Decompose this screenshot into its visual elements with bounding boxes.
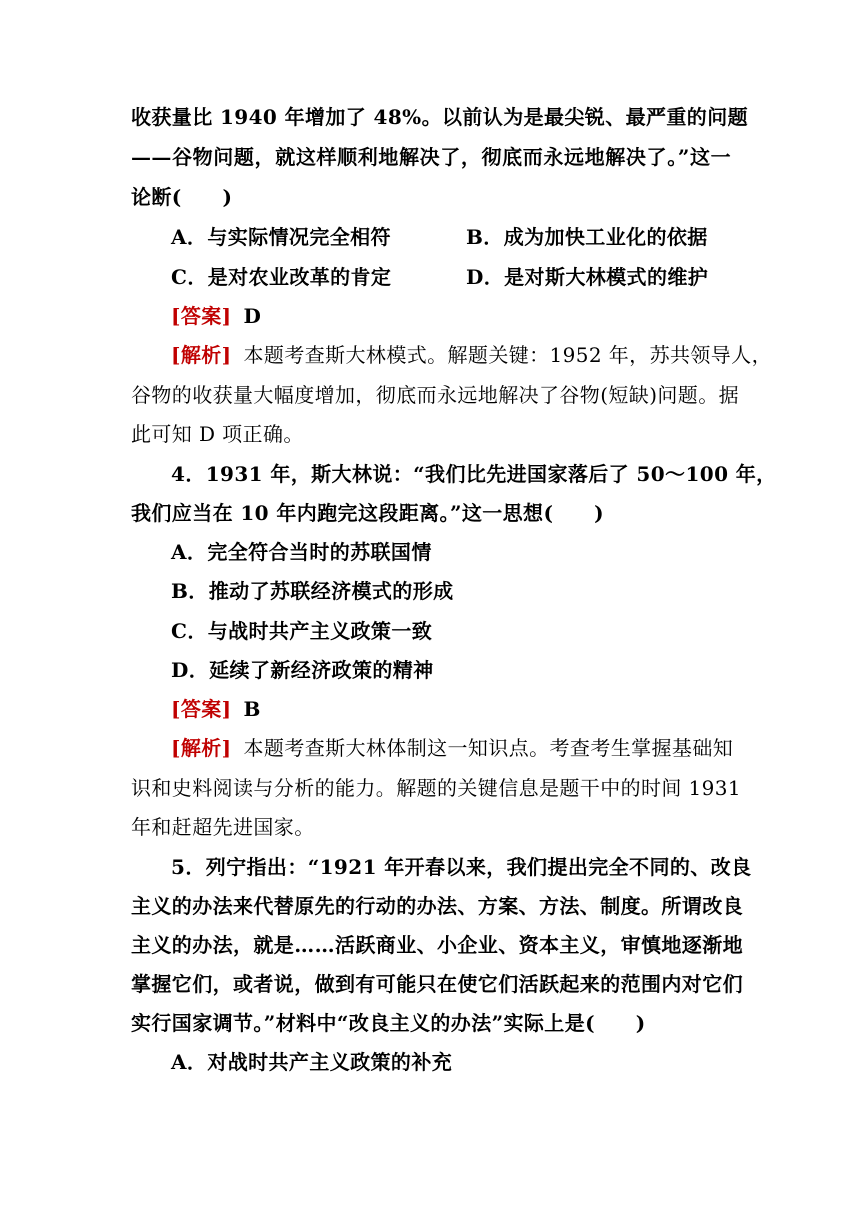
q3-stem-line-3: 论断( ) xyxy=(131,185,233,209)
q4-option-d: D．延续了新经济政策的精神 xyxy=(171,658,434,682)
q4-answer-value: B xyxy=(243,697,261,721)
q4-answer-tag: [答案] xyxy=(171,697,232,721)
q3-option-a: A．与实际情况完全相符 xyxy=(171,225,391,249)
q4-analysis-tag: [解析] xyxy=(171,736,232,760)
q4-stem-line-1: 4．1931 年，斯大林说：“我们比先进国家落后了 50～100 年， xyxy=(171,462,777,486)
q4-analysis-text-1: 本题考查斯大林体制这一知识点。考查考生掌握基础知 xyxy=(243,736,734,760)
q5-stem-line-5: 实行国家调节。”材料中“改良主义的办法”实际上是( ) xyxy=(131,1011,646,1035)
q4-stem-line-2: 我们应当在 10 年内跑完这段距离。”这一思想( ) xyxy=(131,501,604,525)
q5-option-a: A．对战时共产主义政策的补充 xyxy=(171,1050,453,1074)
q4-answer-row xyxy=(171,689,731,729)
q3-answer-tag: [答案] xyxy=(171,304,232,328)
q3-option-c: C．是对农业改革的肯定 xyxy=(171,265,392,289)
q3-option-d: D．是对斯大林模式的维护 xyxy=(466,265,709,289)
q3-analysis-text-1: 本题考查斯大林模式。解题关键：1952 年，苏共领导人， xyxy=(243,343,772,367)
q3-analysis-text-2: 谷物的收获量大幅度增加，彻底而永远地解决了谷物(短缺)问题。据 xyxy=(131,383,740,407)
q5-stem-line-2: 主义的办法来代替原先的行动的办法、方案、方法、制度。所谓改良 xyxy=(131,894,743,918)
q3-analysis-row-1 xyxy=(171,335,772,375)
q4-option-a: A．完全符合当时的苏联国情 xyxy=(171,540,432,564)
q4-analysis-text-2: 识和史料阅读与分析的能力。解题的关键信息是题干中的时间 1931 xyxy=(131,776,742,800)
q3-stem-line-1: 收获量比 1940 年增加了 48%。以前认为是最尖锐、最严重的问题 xyxy=(131,105,748,129)
q3-analysis-tag: [解析] xyxy=(171,343,232,367)
q3-stem-line-2: ——谷物问题，就这样顺利地解决了，彻底而永远地解决了。”这一 xyxy=(131,145,731,169)
q3-analysis-text-3: 此可知 D 项正确。 xyxy=(131,422,304,446)
q3-answer-row xyxy=(171,296,731,336)
q4-option-b: B．推动了苏联经济模式的形成 xyxy=(171,579,454,603)
q3-option-b: B．成为加快工业化的依据 xyxy=(466,225,708,249)
q4-option-c: C．与战时共产主义政策一致 xyxy=(171,619,433,643)
q5-stem-line-1: 5．列宁指出：“1921 年开春以来，我们提出完全不同的、改良 xyxy=(171,855,752,879)
q5-stem-line-4: 掌握它们，或者说，做到有可能只在使它们活跃起来的范围内对它们 xyxy=(131,972,743,996)
q4-analysis-text-3: 年和赶超先进国家。 xyxy=(131,815,315,839)
q3-answer-value: D xyxy=(243,304,262,328)
q4-analysis-row-1 xyxy=(171,728,734,768)
q5-stem-line-3: 主义的办法，就是……活跃商业、小企业、资本主义，审慎地逐渐地 xyxy=(131,933,743,957)
